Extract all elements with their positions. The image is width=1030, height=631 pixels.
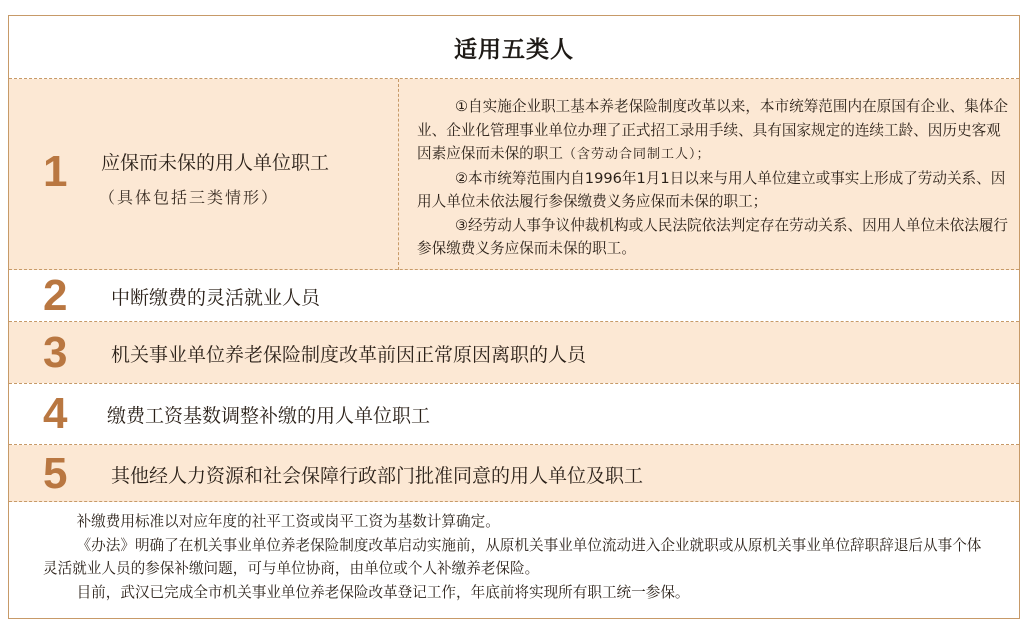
category-label: 中断缴费的灵活就业人员 (111, 287, 321, 309)
category-row-3 (9, 322, 1019, 383)
notes-section (9, 502, 1019, 604)
policy-table (8, 15, 1020, 619)
category-label: 缴费工资基数调整补缴的用人单位职工 (107, 405, 431, 427)
category-number: 1 (43, 147, 68, 196)
category-label: 应保而未保的用人单位职工 (101, 152, 330, 174)
category-row-1 (9, 79, 1019, 270)
note-paragraph: 补缴费用标准以对应年度的社平工资或岗平工资为基数计算确定。 (76, 513, 500, 530)
detail-item-1: ①自实施企业职工基本养老保险制度改革以来，本市统筹范围内在原国有企业、集体企业、企业化管理事业单位办理了正式招工录用手续、具有国家规定的连续工龄、因历史客观因素应保而未保的职工（含劳动合同制工人）； (417, 98, 1009, 162)
category-details (417, 95, 1009, 261)
category-number: 2 (43, 271, 68, 320)
category-sub-label: （具体包括三类情形） (99, 188, 280, 207)
table-title: 适用五类人 (454, 37, 574, 63)
column-divider (398, 79, 399, 270)
category-number: 5 (43, 449, 68, 498)
category-row-2 (9, 270, 1019, 321)
note-paragraph: 《办法》明确了在机关事业单位养老保险制度改革启动实施前，从原机关事业单位流动进入企业就职或从原机关事业单位辞职辞退后从事个体灵活就业人员的参保补缴问题，可与单位协商，由单位或个人补缴养老保险。 (43, 536, 982, 577)
category-row-4 (9, 384, 1019, 444)
note-paragraph: 目前，武汉已完成全市机关事业单位养老保险改革登记工作，年底前将实现所有职工统一参保。 (76, 583, 690, 601)
detail-item-2: ②本市统筹范围内自1996年1月1日以来与用人单位建立或事实上形成了劳动关系、因用人单位未依法履行参保缴费义务应保而未保的职工； (417, 169, 1006, 210)
category-row-5 (9, 445, 1019, 502)
category-number: 4 (43, 389, 68, 438)
category-number: 3 (43, 328, 68, 377)
detail-item-3: ③经劳动人事争议仲裁机构或人民法院依法判定存在劳动关系、因用人单位未依法履行参保缴费义务应保而未保的职工。 (417, 216, 1009, 257)
category-label: 其他经人力资源和社会保障行政部门批准同意的用人单位及职工 (111, 465, 644, 487)
category-label: 机关事业单位养老保险制度改革前因正常原因离职的人员 (111, 344, 587, 366)
